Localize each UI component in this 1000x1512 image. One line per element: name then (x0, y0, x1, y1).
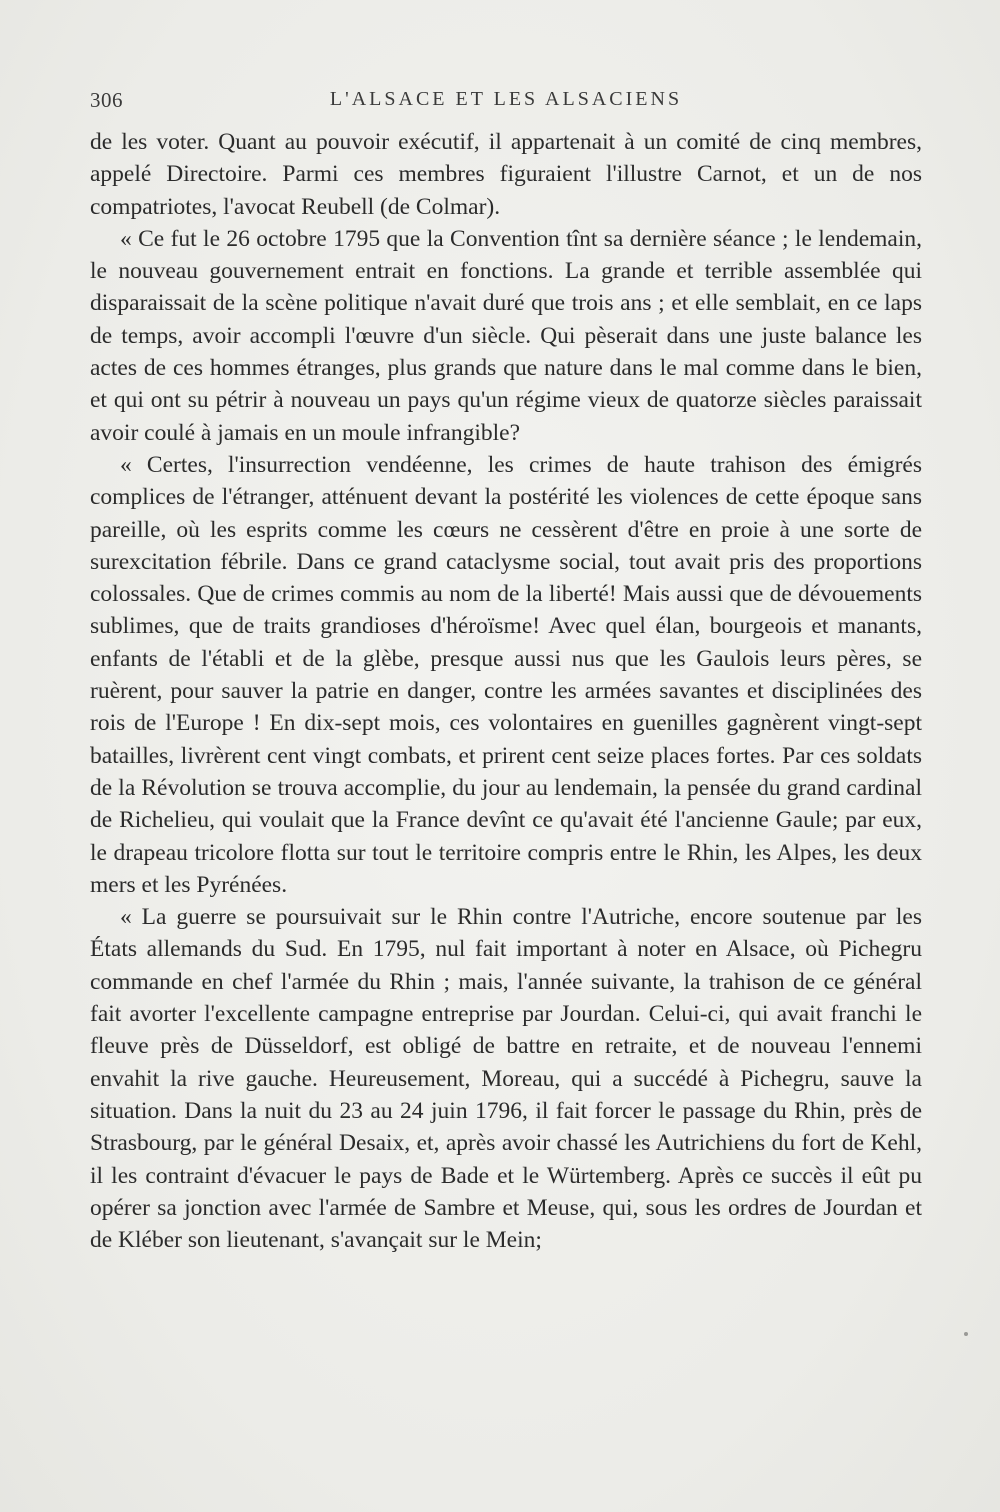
paragraph-insurrection: « Certes, l'insurrection vendéenne, les crimes de haute trahison des émigrés complices de l'étranger, atténuent devant la postérité les violences de cette époque sans pareille, où les esprits comme les cœurs ne cessèrent d'être en proie à une sorte de surexcitation fébrile. Dans ce grand cataclysme social, tout avait pris des proportions colossales. Que de crimes commis au nom de la liberté! Mais aussi que de dévouements sublimes, que de traits grandioses d'héroïsme! Avec quel élan, bourgeois et manants, enfants de l'établi et de la glèbe, presque aussi nus que les Gaulois leurs pères, se ruèrent, pour sauver la patrie en danger, contre les armées savantes et disciplinées des rois de l'Europe ! En dix-sept mois, ces volontaires en guenilles gagnèrent vingt-sept batailles, livrèrent cent vingt combats, et prirent cent seize places fortes. Par ces soldats de la Révolution se trouva accomplie, du jour au lendemain, la pensée du grand cardinal de Richelieu, qui voulait que la France devînt ce qu'avait été l'ancienne Gaule; par eux, le drapeau tricolore flotta sur tout le territoire compris entre le Rhin, les Alpes, les deux mers et les Pyrénées. (90, 451, 922, 898)
body-text (90, 126, 922, 1256)
page-header (90, 88, 922, 116)
paper-speck (964, 1332, 968, 1336)
paragraph-guerre-rhin: « La guerre se poursuivait sur le Rhin contre l'Autriche, encore soutenue par les États allemands du Sud. En 1795, nul fait important à noter en Alsace, où Pichegru commande en chef l'armée du Rhin ; mais, l'année suivante, la trahison de ce général fait avorter l'excellente campagne entreprise par Jourdan. Celui-ci, qui avait franchi le fleuve près de Düsseldorf, est obligé de battre en retraite, et de nouveau l'ennemi envahit la rive gauche. Heureusement, Moreau, qui a succédé à Pichegru, sauve la situation. Dans la nuit du 23 au 24 juin 1796, il fait forcer le passage du Rhin, près de Strasbourg, par le général Desaix, et, après avoir chassé les Autrichiens du fort de Kehl, il les contraint d'évacuer le pays de Bade et le Würtemberg. Après ce succès il eût pu opérer sa jonction avec l'armée de Sambre et Meuse, qui, sous les ordres de Jourdan et de Kléber son lieutenant, s'avançait sur le Mein; (90, 904, 922, 1254)
running-title: L'ALSACE ET LES ALSACIENS (329, 88, 683, 110)
paragraph-continuation: de les voter. Quant au pouvoir exécutif, il appartenait à un comité de cinq membres, appelé Directoire. Parmi ces membres figuraient l'illustre Carnot, et un de nos compatriotes, l'avocat Reubell (de Colmar). (90, 129, 922, 220)
paragraph-convention: « Ce fut le 26 octobre 1795 que la Convention tînt sa dernière séance ; le lendemain, le nouveau gouvernement entrait en fonctions. La grande et terrible assemblée qui disparaissait de la scène politique n'avait duré que trois ans ; et elle semblait, en ce laps de temps, avoir accompli l'œuvre d'un siècle. Qui pèserait dans une juste balance les actes de ces hommes étranges, plus grands que nature dans le mal comme dans le bien, et qui ont su pétrir à nouveau un pays qu'un régime vieux de quatorze siècles paraissait avoir coulé à jamais en un moule infrangible? (90, 225, 922, 446)
page-number: 306 (90, 88, 123, 112)
